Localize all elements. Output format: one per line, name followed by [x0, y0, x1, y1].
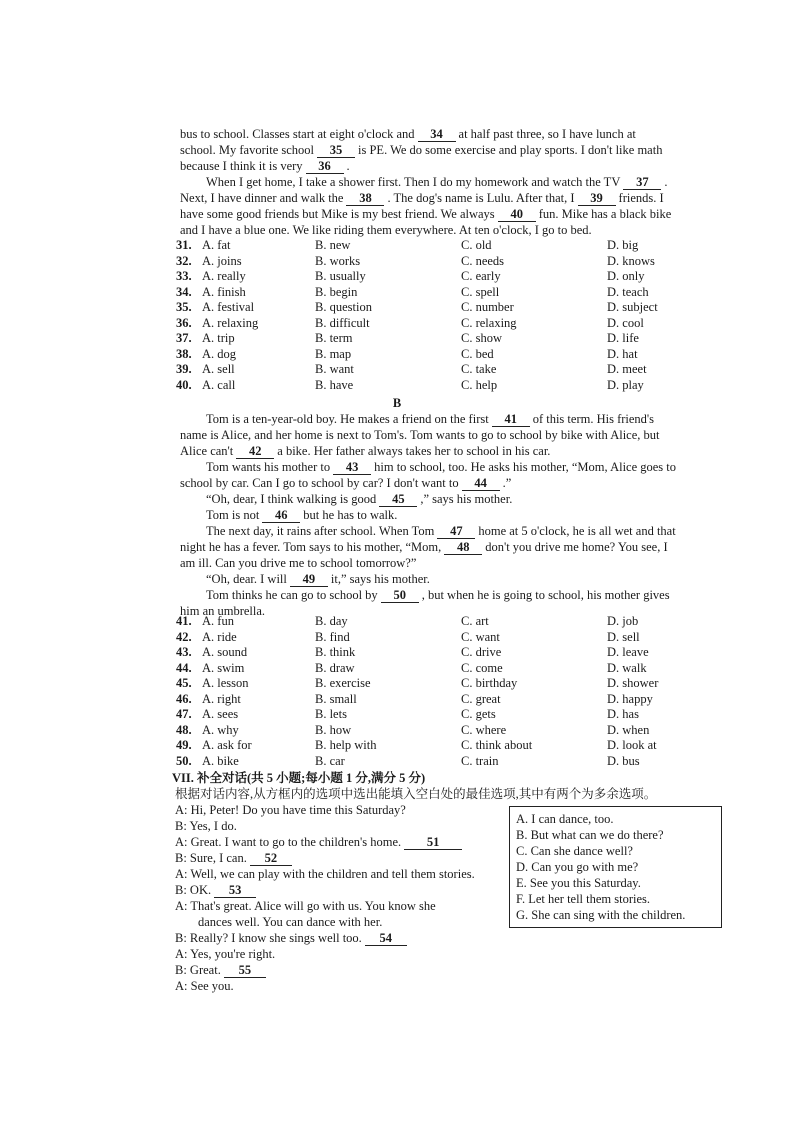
question-number: 43.: [176, 645, 192, 659]
option-choice[interactable]: B. map: [315, 346, 352, 361]
option-choice[interactable]: A. dog: [202, 346, 237, 361]
option-choice[interactable]: A. trip: [202, 331, 235, 345]
option-choice[interactable]: D. knows: [607, 253, 655, 268]
option-choice[interactable]: B. small: [315, 691, 357, 706]
option-choice[interactable]: A. ride: [202, 629, 237, 644]
box-option: F. Let her tell them stories.: [516, 892, 651, 906]
passage-a-line: Next, I have dinner and walk the 38 . The dog's name is Lulu. After that, I 39 friends. I: [180, 191, 664, 205]
answer-blank[interactable]: 51: [404, 835, 462, 850]
option-choice[interactable]: D. leave: [607, 645, 649, 659]
box-option: E. See you this Saturday.: [516, 876, 641, 890]
passage-b-line: “Oh, dear. I will 49 it,” says his mother.: [206, 572, 430, 586]
option-choice[interactable]: D. shower: [607, 676, 659, 690]
question-number: 48.: [176, 722, 192, 737]
option-choice[interactable]: B. begin: [315, 284, 358, 299]
question-number: 45.: [176, 676, 192, 690]
question-number: 50.: [176, 753, 192, 768]
dialogue-line: B: Great. 55: [175, 962, 269, 978]
option-choice[interactable]: D. play: [607, 377, 644, 392]
option-choice[interactable]: A. ask for: [202, 738, 252, 752]
option-choice[interactable]: D. hat: [607, 346, 638, 361]
dialogue-line: B: Sure, I can. 52: [175, 850, 295, 866]
dialogue-line: B: Really? I know she sings well too. 54: [175, 930, 410, 946]
option-choice[interactable]: B. help with: [315, 738, 377, 752]
question-number: 33.: [176, 269, 192, 283]
option-choice[interactable]: D. sell: [607, 629, 640, 644]
option-choice[interactable]: A. festival: [202, 300, 255, 314]
dialogue-line: A: Great. I want to go to the children's home. 51: [175, 834, 465, 850]
answer-blank[interactable]: 40: [498, 207, 536, 222]
option-choice[interactable]: D. cool: [607, 315, 644, 330]
option-choice[interactable]: B. question: [315, 300, 372, 314]
question-number: 32.: [176, 253, 192, 268]
option-choice[interactable]: D. walk: [607, 660, 647, 675]
answer-blank[interactable]: 48: [444, 540, 482, 555]
passage-b-line: school by car. Can I go to school by car? I don't want to 44 .”: [180, 476, 512, 490]
answer-blank[interactable]: 34: [418, 127, 456, 142]
answer-blank[interactable]: 54: [365, 931, 407, 946]
option-choice[interactable]: B. works: [315, 253, 361, 268]
answer-blank[interactable]: 43: [333, 460, 371, 475]
box-option: B. But what can we do there?: [516, 828, 664, 842]
passage-b-line: Tom thinks he can go to school by 50 , but when he is going to school, his mother gives: [206, 588, 670, 602]
option-choice[interactable]: D. teach: [607, 284, 649, 299]
option-choice[interactable]: C. art: [461, 614, 489, 628]
question-number: 36.: [176, 315, 192, 330]
option-choice[interactable]: C. think about: [461, 738, 533, 752]
options-box: [509, 806, 722, 928]
option-choice[interactable]: D. meet: [607, 362, 647, 376]
question-number: 41.: [176, 614, 192, 628]
option-choice[interactable]: D. has: [607, 707, 639, 721]
box-option: A. I can dance, too.: [516, 812, 614, 826]
option-choice[interactable]: C. old: [461, 238, 492, 252]
answer-blank[interactable]: 42: [236, 444, 274, 459]
option-choice[interactable]: D. bus: [607, 753, 640, 768]
option-choice[interactable]: B. term: [315, 331, 353, 345]
option-choice[interactable]: B. car: [315, 753, 345, 768]
option-choice[interactable]: C. early: [461, 269, 501, 283]
dialogue-line: B: Yes, I do.: [175, 819, 237, 833]
option-choice[interactable]: C. gets: [461, 707, 496, 721]
question-number: 35.: [176, 300, 192, 314]
option-choice[interactable]: C. take: [461, 362, 497, 376]
question-number: 42.: [176, 629, 192, 644]
option-choice[interactable]: D. job: [607, 614, 639, 628]
option-choice[interactable]: D. only: [607, 269, 645, 283]
option-choice[interactable]: A. really: [202, 269, 246, 283]
question-number: 37.: [176, 331, 192, 345]
option-choice[interactable]: D. when: [607, 722, 650, 737]
answer-blank[interactable]: 55: [224, 963, 266, 978]
passage-b-line: am ill. Can you drive me to school tomorrow?”: [180, 556, 417, 570]
passage-b-line: Tom is a ten-year-old boy. He makes a friend on the first 41 of this term. His friend's: [206, 412, 655, 426]
passage-b-line: Tom wants his mother to 43 him to school, too. He asks his mother, “Mom, Alice goes to: [206, 460, 677, 474]
answer-blank[interactable]: 45: [379, 492, 417, 507]
option-choice[interactable]: C. show: [461, 331, 502, 345]
option-choice[interactable]: A. sees: [202, 707, 239, 721]
question-number: 46.: [176, 691, 192, 706]
answer-blank[interactable]: 35: [317, 143, 355, 158]
option-choice[interactable]: A. finish: [202, 284, 246, 299]
option-choice[interactable]: C. spell: [461, 284, 500, 299]
question-number: 40.: [176, 377, 192, 392]
section-instruction: 根据对话内容,从方框内的选项中选出能填入空白处的最佳选项,其中有两个为多余选项。: [175, 787, 657, 801]
dialogue-line: A: Well, we can play with the children and tell them stories.: [175, 867, 475, 881]
option-choice[interactable]: B. usually: [315, 269, 366, 283]
option-choice[interactable]: C. train: [461, 753, 499, 768]
option-choice[interactable]: A. call: [202, 377, 236, 392]
answer-blank[interactable]: 44: [462, 476, 500, 491]
option-choice[interactable]: C. needs: [461, 253, 505, 268]
passage-b-line: Alice can't 42 a bike. Her father always takes her to school in his car.: [180, 444, 551, 458]
option-choice[interactable]: A. swim: [202, 660, 245, 675]
dialogue-line: A: That's great. Alice will go with us. You know she: [175, 899, 436, 913]
answer-blank[interactable]: 39: [578, 191, 616, 206]
option-choice[interactable]: B. think: [315, 645, 356, 659]
passage-b-line: night he has a fever. Tom says to his mother, “Mom, 48 don't you drive me home? You see, I: [180, 540, 668, 554]
option-choice[interactable]: B. have: [315, 377, 354, 392]
option-choice[interactable]: C. want: [461, 629, 500, 644]
option-choice[interactable]: B. lets: [315, 707, 347, 721]
answer-blank[interactable]: 46: [262, 508, 300, 523]
option-choice[interactable]: A. joins: [202, 253, 242, 268]
passage-b-line: Tom is not 46 but he has to walk.: [206, 508, 398, 522]
passage-a-line: When I get home, I take a shower first. Then I do my homework and watch the TV 37 .: [206, 175, 668, 189]
option-choice[interactable]: A. right: [202, 691, 241, 706]
answer-blank[interactable]: 50: [381, 588, 419, 603]
option-choice[interactable]: C. drive: [461, 645, 502, 659]
option-choice[interactable]: C. birthday: [461, 676, 518, 690]
option-choice[interactable]: B. difficult: [315, 315, 370, 330]
option-choice[interactable]: C. help: [461, 377, 498, 392]
answer-blank[interactable]: 38: [346, 191, 384, 206]
box-option: G. She can sing with the children.: [516, 908, 686, 922]
question-number: 49.: [176, 738, 192, 752]
option-choice[interactable]: B. day: [315, 614, 348, 628]
section-title: VII. 补全对话(共 5 小题;每小题 1 分,满分 5 分): [172, 771, 426, 785]
option-choice[interactable]: A. lesson: [202, 676, 249, 690]
option-choice[interactable]: D. subject: [607, 300, 658, 314]
option-choice[interactable]: A. sell: [202, 362, 235, 376]
dialogue-line: A: Hi, Peter! Do you have time this Saturday?: [175, 803, 406, 817]
option-choice[interactable]: A. fun: [202, 614, 234, 628]
option-choice[interactable]: A. why: [202, 722, 239, 737]
option-choice[interactable]: D. life: [607, 331, 639, 345]
option-choice[interactable]: A. sound: [202, 645, 248, 659]
dialogue-line: A: See you.: [175, 979, 234, 993]
option-choice[interactable]: A. relaxing: [202, 315, 259, 330]
passage-a-line: and I have a blue one. We like riding them everywhere. At ten o'clock, I go to bed.: [180, 223, 592, 237]
option-choice[interactable]: B. how: [315, 722, 352, 737]
answer-blank[interactable]: 41: [492, 412, 530, 427]
dialogue-line: dances well. You can dance with her.: [198, 915, 383, 929]
box-option: C. Can she dance well?: [516, 844, 633, 858]
passage-b-line: name is Alice, and her home is next to Tom's. Tom wants to go to school by bike with Alice, but: [180, 428, 660, 442]
answer-blank[interactable]: 36: [306, 159, 344, 174]
section-b-heading: B: [392, 396, 402, 410]
option-choice[interactable]: C. bed: [461, 346, 494, 361]
passage-a-line: because I think it is very 36 .: [180, 159, 350, 173]
option-choice[interactable]: B. find: [315, 629, 350, 644]
option-choice[interactable]: C. relaxing: [461, 315, 517, 330]
option-choice[interactable]: D. look at: [607, 738, 657, 752]
passage-b-line: him an umbrella.: [180, 604, 266, 618]
answer-blank[interactable]: 53: [214, 883, 256, 898]
option-choice[interactable]: C. great: [461, 691, 501, 706]
question-number: 47.: [176, 707, 192, 721]
passage-b-line: The next day, it rains after school. When Tom 47 home at 5 o'clock, he is all wet and that: [206, 524, 676, 538]
dialogue-line: B: OK. 53: [175, 882, 259, 898]
question-number: 34.: [176, 284, 192, 299]
option-choice[interactable]: D. big: [607, 238, 639, 252]
option-choice[interactable]: A. fat: [202, 238, 231, 252]
answer-blank[interactable]: 52: [250, 851, 292, 866]
question-number: 44.: [176, 660, 192, 675]
passage-a-line: school. My favorite school 35 is PE. We do some exercise and play sports. I don't like math: [180, 143, 663, 157]
option-choice[interactable]: A. bike: [202, 753, 239, 768]
option-choice[interactable]: C. where: [461, 722, 507, 737]
answer-blank[interactable]: 47: [437, 524, 475, 539]
passage-b-line: “Oh, dear, I think walking is good 45 ,” says his mother.: [206, 492, 513, 506]
answer-blank[interactable]: 49: [290, 572, 328, 587]
option-choice[interactable]: B. exercise: [315, 676, 371, 690]
dialogue-line: A: Yes, you're right.: [175, 947, 276, 961]
option-choice[interactable]: C. number: [461, 300, 514, 314]
option-choice[interactable]: D. happy: [607, 691, 653, 706]
question-number: 31.: [176, 238, 192, 252]
question-number: 39.: [176, 362, 192, 376]
option-choice[interactable]: B. new: [315, 238, 351, 252]
answer-blank[interactable]: 37: [623, 175, 661, 190]
passage-a-line: have some good friends but Mike is my best friend. We always 40 fun. Mike has a black bike: [180, 207, 672, 221]
box-option: D. Can you go with me?: [516, 860, 639, 874]
option-choice[interactable]: C. come: [461, 660, 503, 675]
question-number: 38.: [176, 346, 192, 361]
passage-a-line: bus to school. Classes start at eight o'clock and 34 at half past three, so I have lunch at: [180, 127, 636, 141]
option-choice[interactable]: B. draw: [315, 660, 355, 675]
option-choice[interactable]: B. want: [315, 362, 354, 376]
